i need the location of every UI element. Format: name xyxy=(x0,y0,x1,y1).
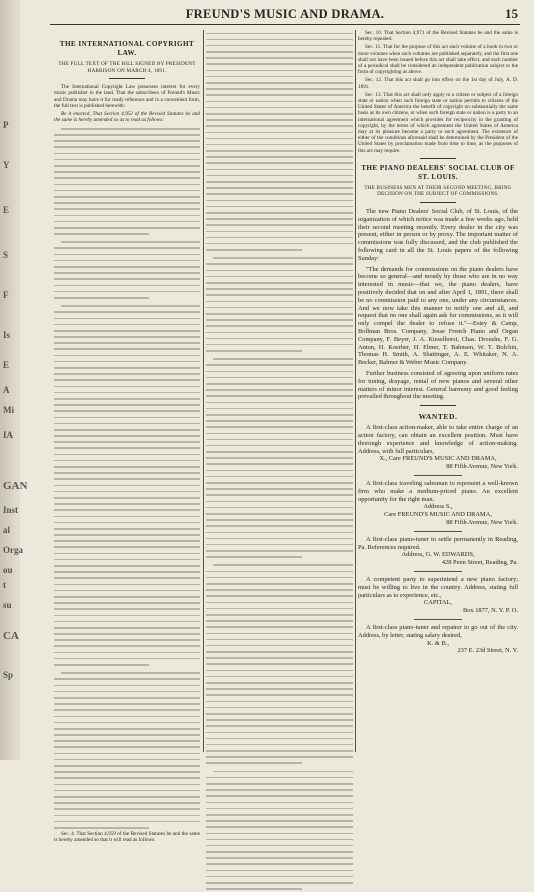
article-paragraph: The new Piano Dealers' Social Club, of St. Louis, of the organization of which notice was made a few weeks ago, held their second meeting recently. Every dealer in the city was present, either in person or by proxy. The important matter of commissions was fully discussed, and the club published the following card in all the St. Louis papers of the following Sunday: xyxy=(358,208,518,262)
article-intro: The International Copyright Law possesses interest for every music publisher in the land. That the subscribers of Freund's Music and Drama may have it for ready reference and in a convenient form, the full text is published herewith: xyxy=(54,84,200,109)
ad-address: Box 1877, N. Y. P. O. xyxy=(462,607,518,615)
column-1 xyxy=(54,30,200,843)
column-rule xyxy=(203,30,204,752)
ad-address: Address, G. W. EDWARDS, xyxy=(401,551,475,559)
column-3 xyxy=(358,30,518,755)
ad-address: K. & B., xyxy=(427,639,449,647)
ad-address: 88 Fifth Avenue, New York. xyxy=(446,518,518,526)
edge-letter: Is xyxy=(3,330,11,340)
edge-letter: su xyxy=(3,600,12,610)
classified-ad xyxy=(358,480,518,532)
article-heading: THE PIANO DEALERS' SOCIAL CLUB OF ST. LOUIS. xyxy=(361,163,515,181)
section-13: Sec. 13. That this act shall only apply to a citizen or subject of a foreign state or nation when such foreign state or nation permits to citizens of the United States of America the benefit of copyright on substantially the same basis as its own citizens, or when such foreign state or nation is a party to an international agreement which provides for reciprocity in the granting of copyright, by the terms of which agreement the United States of America may at its pleasure become a party to such agreement. The existence of either of the conditions aforesaid shall be determined by the President of the United States by proclamation made from time to time, as the purposes of this act may require. xyxy=(358,91,518,154)
edge-letter: Y xyxy=(3,160,10,170)
ad-text: A competent party to superintend a new piano factory; must be willing to live in the country. Address, stating full particulars as to experience, etc., xyxy=(358,575,518,599)
publication-title: FREUND'S MUSIC AND DRAMA. xyxy=(185,7,385,21)
text-body xyxy=(54,125,200,830)
ad-text: A first-class piano-tuner to settle permanently in Reading, Pa. References required. xyxy=(358,535,518,551)
adjacent-page-edge xyxy=(0,0,28,760)
edge-letter: GAN xyxy=(3,480,28,492)
divider xyxy=(414,475,462,476)
wanted-heading: WANTED. xyxy=(418,412,458,422)
classified-ad xyxy=(358,536,518,572)
classified-ad xyxy=(358,576,518,620)
edge-letter: E xyxy=(3,360,10,370)
edge-letter: F xyxy=(3,290,9,300)
edge-letter: t xyxy=(3,580,6,590)
divider xyxy=(414,619,462,620)
edge-letter: A xyxy=(3,385,10,395)
edge-letter: Orga xyxy=(3,545,23,555)
divider xyxy=(414,571,462,572)
classified-ad xyxy=(358,424,518,476)
edge-letter: IA xyxy=(3,430,14,440)
column-2 xyxy=(206,30,353,755)
enacting-clause: Be it enacted, That Section 4,952 of the Revised Statutes be and the same is hereby amended so as to read as follows: xyxy=(54,111,200,124)
edge-letter: ou xyxy=(3,565,13,575)
divider xyxy=(420,405,456,406)
text-body xyxy=(206,30,353,892)
ad-address: 428 Penn Street, Reading, Pa. xyxy=(441,559,518,567)
ad-address: CAPITAL, xyxy=(423,599,453,607)
edge-letter: CA xyxy=(3,630,19,642)
edge-letter: E xyxy=(3,205,10,215)
ad-address: Care FREUND'S MUSIC AND DRAMA, xyxy=(384,511,492,519)
ad-address: X., Care FREUND'S MUSIC AND DRAMA, xyxy=(379,455,497,463)
divider xyxy=(420,202,456,203)
article-paragraph: "The demands for commissions on the piano dealers have become so general—and mostly by those who are in no way interested in music—that we, the piano dealers, have positively decided that on and after April 1, 1891, there shall be no commission paid to any one, under any circumstances. And we now take this manner to notify one and all, and request that no one shall again ask for commissions, as it will only compel the dealer to refuse it."—Estey & Camp, Bollman Bros. Company, Jesse French Piano and Organ Company, F. Beyer, J. A. Kieselhorst, Chas. Droushe, F. G. Anton, H. Koerber, H. Ebner, T. Bahnsen, W. T. Bolchin, Thomas H. Smith, A. Shattinger, A. E. Whitaker, N. A. Becker, Balmer & Weber Music Company. xyxy=(358,265,518,367)
ad-address: Address S., xyxy=(423,503,453,511)
ad-text: A first-class traveling salesman to represent a well-known firm who make a medium-priced piano. An excellent opportunity for the right man. xyxy=(358,479,518,503)
ad-text: A first-class action-maker, able to take entire charge of an action factory, can obtain an excellent position. Must have thorough experience and knowledge of action-making. Address, with full particulars, xyxy=(358,424,518,455)
article-subheading: THE BUSINESS MEN AT THEIR SECOND MEETING, BRING DECISION ON THE SUBJECT OF COMMISSIONS. xyxy=(364,184,512,198)
section-11: Sec. 11. That for the purpose of this act each volume of a book in two or more volumes when such volumes are published separately, and the first one shall not have been issued before this act shall take effect, and each number of a periodical shall be considered an independent publication subject to the form of copyrighting as above. xyxy=(358,44,518,76)
article-paragraph: Further business consisted of agreeing upon uniform rates for tuning, drayage, rental of new pianos and several other matters of minor interest. General harmony and good feeling prevailed throughout the meeting. xyxy=(358,369,518,401)
ad-text: A first-class piano-tuner and repairer to go out of the city. Address, by letter, stating salary desired, xyxy=(358,623,518,639)
column-rule xyxy=(355,30,356,752)
page-header xyxy=(50,6,520,25)
page-number: 15 xyxy=(505,6,518,21)
article-subheading: THE FULL TEXT OF THE BILL SIGNED BY PRESIDENT HARRISON ON MARCH 4, 1891. xyxy=(58,61,196,74)
divider xyxy=(414,531,462,532)
edge-letter: Inst xyxy=(3,505,19,515)
edge-letter: P xyxy=(3,120,9,130)
ad-address: 237 E. 23d Street, N. Y. xyxy=(457,647,518,655)
edge-letter: S xyxy=(3,250,9,260)
edge-letter: Mi xyxy=(3,405,14,415)
divider xyxy=(420,158,456,159)
section-12: Sec. 12. That this act shall go into effect on the 1st day of July, A. D. 1891. xyxy=(358,77,518,90)
article-heading: THE INTERNATIONAL COPYRIGHT LAW. xyxy=(59,40,195,57)
edge-letter: al xyxy=(3,525,11,535)
section-4: Sec. 4. That Section 4,959 of the Revised Statutes be and the same is hereby amended so that it will read as follows: xyxy=(54,830,200,843)
ad-address: 88 Fifth Avenue, New York. xyxy=(446,463,518,471)
classified-ad xyxy=(358,624,518,655)
edge-letter: Sp xyxy=(3,670,14,680)
divider xyxy=(109,78,145,79)
section-10: Sec. 10. That Section 4,971 of the Revised Statutes be and the same is hereby repealed. xyxy=(358,30,518,43)
